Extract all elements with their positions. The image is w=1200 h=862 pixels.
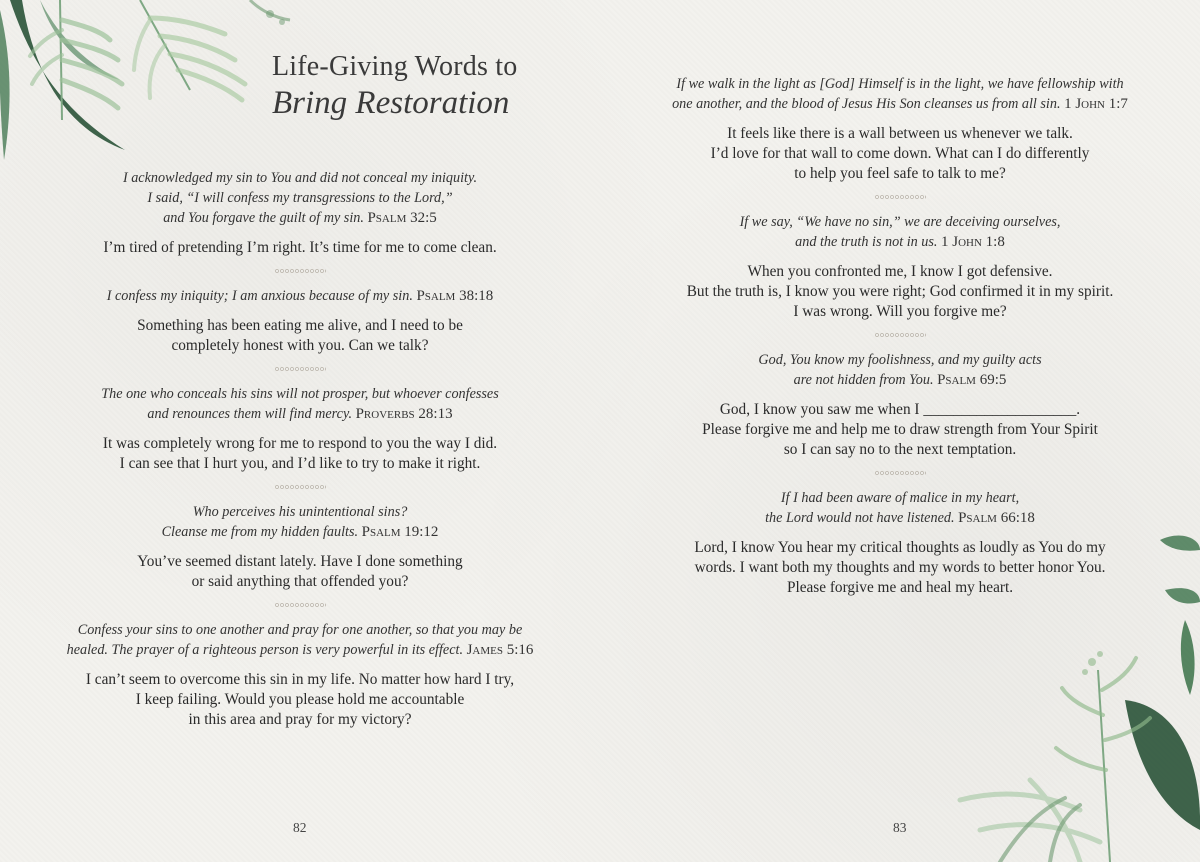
verse-line: If I had been aware of malice in my heart, xyxy=(780,490,1020,506)
verse-line: I said, “I will confess my transgressions to the Lord,” xyxy=(147,190,453,206)
verse-line: Who perceives his unintentional sins? xyxy=(192,504,408,520)
entry xyxy=(40,384,560,474)
entry xyxy=(40,286,560,356)
verse xyxy=(40,620,560,660)
prayer-line: Lord, I know You hear my critical thoughts as loudly as You do my xyxy=(694,539,1106,556)
verse-line: one another, and the blood of Jesus His Son cleanses us from all sin. xyxy=(672,96,1061,112)
prayer xyxy=(40,238,560,258)
verse-reference: Psalm 69:5 xyxy=(937,372,1007,388)
foliage-top-left-illustration xyxy=(0,0,300,170)
verse-line: and the truth is not in us. xyxy=(795,234,938,250)
left-column xyxy=(40,168,560,730)
verse-reference: 1 John 1:8 xyxy=(940,234,1005,250)
ornament-divider xyxy=(874,194,926,200)
entry xyxy=(640,350,1160,460)
prayer-line: Please forgive me and help me to draw strength from Your Spirit xyxy=(702,421,1098,438)
entry xyxy=(640,74,1160,184)
verse-line: are not hidden from You. xyxy=(793,372,934,388)
verse-reference: James 5:16 xyxy=(466,642,534,658)
verse-line: the Lord would not have listened. xyxy=(765,510,955,526)
prayer xyxy=(40,316,560,356)
verse-line: The one who conceals his sins will not prosper, but whoever confesses xyxy=(101,386,499,402)
prayer-line: words. I want both my thoughts and my words to better honor You. xyxy=(694,559,1106,576)
prayer-line: God, I know you saw me when I ____________________. xyxy=(719,401,1081,418)
prayer-line: When you confronted me, I know I got defensive. xyxy=(747,263,1053,280)
prayer xyxy=(40,434,560,474)
title-line-2: Bring Restoration xyxy=(272,84,510,121)
verse-reference: Psalm 38:18 xyxy=(416,288,494,304)
prayer-line: in this area and pray for my victory? xyxy=(188,711,412,728)
prayer xyxy=(640,400,1160,460)
verse xyxy=(640,74,1160,114)
prayer-line: But the truth is, I know you were right; God confirmed it in my spirit. xyxy=(686,283,1114,300)
verse-line: Confess your sins to one another and pray for one another, so that you may be xyxy=(77,622,523,638)
prayer-line: I’m tired of pretending I’m right. It’s time for me to come clean. xyxy=(103,239,497,256)
prayer xyxy=(40,670,560,730)
prayer-line: completely honest with you. Can we talk? xyxy=(171,337,429,354)
prayer-line: I can’t seem to overcome this sin in my life. No matter how hard I try, xyxy=(85,671,515,688)
prayer-line: Please forgive me and heal my heart. xyxy=(786,579,1014,596)
ornament-divider xyxy=(274,268,326,274)
verse xyxy=(40,286,560,306)
page-number: 83 xyxy=(893,820,907,835)
entry xyxy=(40,502,560,592)
prayer xyxy=(640,262,1160,322)
verse-line: If we walk in the light as [God] Himself is in the light, we have fellowship with xyxy=(676,76,1124,92)
verse-line: and You forgave the guilt of my sin. xyxy=(163,210,364,226)
right-page xyxy=(600,0,1200,862)
verse-reference: 1 John 1:7 xyxy=(1064,96,1128,112)
ornament-divider xyxy=(874,470,926,476)
verse xyxy=(640,488,1160,528)
ornament-divider xyxy=(274,484,326,490)
verse-line: God, You know my foolishness, and my guilty acts xyxy=(758,352,1042,368)
prayer-line: so I can say no to the next temptation. xyxy=(783,441,1017,458)
verse-line: I acknowledged my sin to You and did not conceal my iniquity. xyxy=(122,170,478,186)
verse-reference: Psalm 66:18 xyxy=(958,510,1035,526)
right-column xyxy=(640,74,1160,598)
prayer xyxy=(640,124,1160,184)
ornament-divider xyxy=(874,332,926,338)
verse xyxy=(40,384,560,424)
verse-reference: Psalm 19:12 xyxy=(361,524,439,540)
prayer-line: You’ve seemed distant lately. Have I done something xyxy=(137,553,463,570)
page-title xyxy=(272,52,517,121)
verse-line: Cleanse me from my hidden faults. xyxy=(161,524,359,540)
entry xyxy=(40,620,560,730)
page-number: 82 xyxy=(293,820,307,835)
prayer-line: It feels like there is a wall between us whenever we talk. xyxy=(727,125,1073,142)
prayer-line: Something has been eating me alive, and I need to be xyxy=(137,317,463,334)
verse xyxy=(40,502,560,542)
verse-reference: Psalm 32:5 xyxy=(367,210,437,226)
prayer-line: or said anything that offended you? xyxy=(191,573,409,590)
title-line-1: Life-Giving Words to xyxy=(272,51,518,82)
verse-line: If we say, “We have no sin,” we are deceiving ourselves, xyxy=(739,214,1061,230)
verse-reference: Proverbs 28:13 xyxy=(355,406,453,422)
entry xyxy=(40,168,560,258)
verse-line: I confess my iniquity; I am anxious because of my sin. xyxy=(106,288,413,304)
prayer xyxy=(40,552,560,592)
ornament-divider xyxy=(274,366,326,372)
prayer-line: It was completely wrong for me to respond to you the way I did. xyxy=(102,435,498,452)
entry xyxy=(640,488,1160,598)
verse-line: healed. The prayer of a righteous person is very powerful in its effect. xyxy=(66,642,464,658)
verse xyxy=(640,350,1160,390)
ornament-divider xyxy=(274,602,326,608)
prayer-line: to help you feel safe to talk to me? xyxy=(794,165,1006,182)
entry xyxy=(640,212,1160,322)
prayer-line: I can see that I hurt you, and I’d like to try to make it right. xyxy=(119,455,481,472)
prayer-line: I was wrong. Will you forgive me? xyxy=(793,303,1007,320)
verse-line: and renounces them will find mercy. xyxy=(147,406,353,422)
prayer-line: I’d love for that wall to come down. What can I do differently xyxy=(710,145,1090,162)
verse xyxy=(640,212,1160,252)
prayer xyxy=(640,538,1160,598)
prayer-line: I keep failing. Would you please hold me accountable xyxy=(135,691,465,708)
verse xyxy=(40,168,560,228)
